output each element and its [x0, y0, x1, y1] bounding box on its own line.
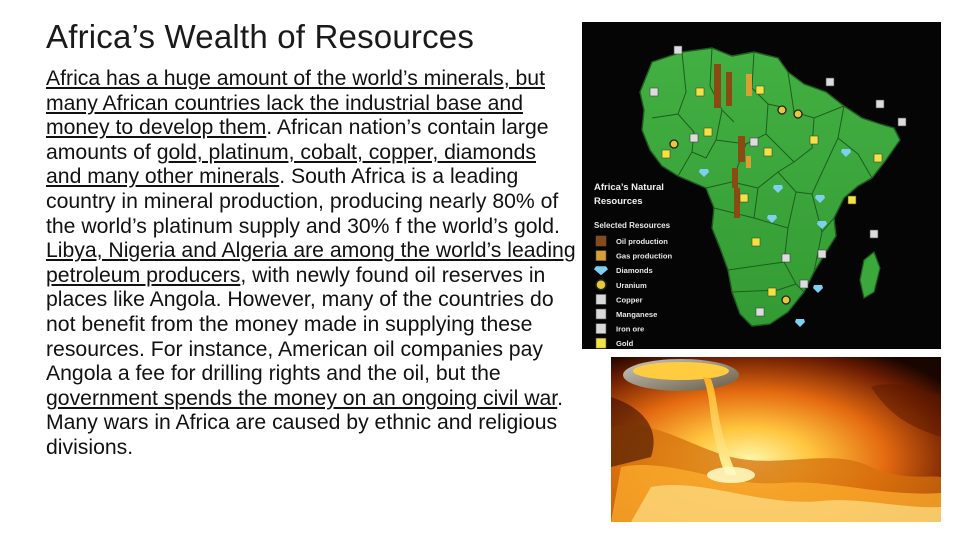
- legend-item-uranium: [596, 280, 647, 290]
- gold-marker-icon: [756, 86, 764, 94]
- gold-marker-icon: [740, 194, 748, 202]
- manganese-marker-icon: [756, 308, 764, 316]
- uranium-marker-icon: [782, 296, 790, 304]
- copper-marker-icon: [876, 100, 884, 108]
- map-title-line2: Resources: [594, 196, 643, 207]
- legend-label: Oil production: [616, 237, 668, 246]
- slide-body-text: [46, 67, 576, 461]
- legend-heading: Selected Resources: [594, 221, 671, 230]
- legend-label: Manganese: [616, 310, 658, 319]
- underlined-phrase: government spends the money on an ongoing civil war: [46, 386, 558, 410]
- copper-marker-icon: [800, 280, 808, 288]
- molten-metal-photo: [611, 357, 941, 522]
- legend-item-diamond: [594, 266, 653, 275]
- gold-marker-icon: [696, 88, 704, 96]
- uranium-icon: [596, 280, 606, 290]
- africa-resources-map: [582, 22, 941, 349]
- manganese-icon: [596, 309, 606, 319]
- manganese-marker-icon: [690, 134, 698, 142]
- uranium-marker-icon: [794, 110, 802, 118]
- map-title-line1: Africa’s Natural: [594, 182, 664, 193]
- gas-flame-icon: [596, 251, 606, 261]
- paragraph-segment: . Many wars in Africa are caused by ethnic and religious divisions.: [46, 386, 564, 459]
- uranium-marker-icon: [778, 106, 786, 114]
- madagascar: [860, 252, 880, 298]
- iron-ore-icon: [596, 324, 606, 334]
- legend-item-copper: [596, 294, 643, 304]
- legend-item-oil-bar: [596, 236, 668, 246]
- uranium-marker-icon: [670, 140, 678, 148]
- slide-title: Africa’s Wealth of Resources: [46, 18, 475, 55]
- diamond-marker-icon: [813, 285, 823, 293]
- legend-item-iron-ore: [596, 324, 644, 334]
- iron-marker-icon: [898, 118, 906, 126]
- diamond-icon: [594, 266, 608, 275]
- legend-label: Diamonds: [616, 266, 653, 276]
- legend-label: Gold: [616, 339, 634, 349]
- legend-label: Copper: [616, 295, 643, 305]
- legend-label: Iron ore: [616, 324, 645, 334]
- legend-item-gas-flame: [596, 251, 672, 261]
- iron-marker-icon: [870, 230, 878, 238]
- iron-marker-icon: [650, 88, 658, 96]
- iron-marker-icon: [782, 254, 790, 262]
- gold-marker-icon: [768, 288, 776, 296]
- gold-marker-icon: [662, 150, 670, 158]
- legend-item-gold: [596, 338, 634, 348]
- copper-marker-icon: [674, 46, 682, 54]
- gold-marker-icon: [874, 154, 882, 162]
- gold-marker-icon: [764, 148, 772, 156]
- underlined-phrase: Africa has a huge amount of the world’s minerals, but many African countries lack the industrial base and money to develop them: [46, 67, 545, 140]
- gold-marker-icon: [810, 136, 818, 144]
- gold-marker-icon: [704, 128, 712, 136]
- legend-label: Gas production: [616, 251, 673, 261]
- paragraph-segment: , with newly found oil reserves in places like Angola. However, many of the countries do not benefit from the money made in supplying these resources. For instance, American oil companies pay Angola a fee for drilling rights and the oil, but the: [46, 263, 554, 386]
- underlined-phrase: gold, platinum, cobalt, copper, diamonds and many other minerals: [46, 140, 536, 189]
- iron-marker-icon: [826, 78, 834, 86]
- legend-item-manganese: [596, 309, 657, 319]
- gold-marker-icon: [848, 196, 856, 204]
- paragraph-segment: . South Africa is a leading country in mineral production, producing nearly 80% of the world’s platinum supply and 30% f the world’s gold.: [46, 165, 560, 238]
- legend-label: Uranium: [616, 280, 647, 290]
- gold-icon: [596, 338, 606, 348]
- paragraph-segment: . African nation’s contain large amounts of: [46, 116, 549, 164]
- manganese-marker-icon: [818, 250, 826, 258]
- underlined-phrase: Libya, Nigeria and Algeria are among the world’s leading petroleum producers: [46, 239, 576, 287]
- map-legend: [594, 182, 672, 348]
- oil-bar-icon: [596, 236, 606, 246]
- copper-marker-icon: [750, 138, 758, 146]
- copper-icon: [596, 294, 606, 304]
- gold-marker-icon: [752, 238, 760, 246]
- diamond-marker-icon: [795, 319, 805, 327]
